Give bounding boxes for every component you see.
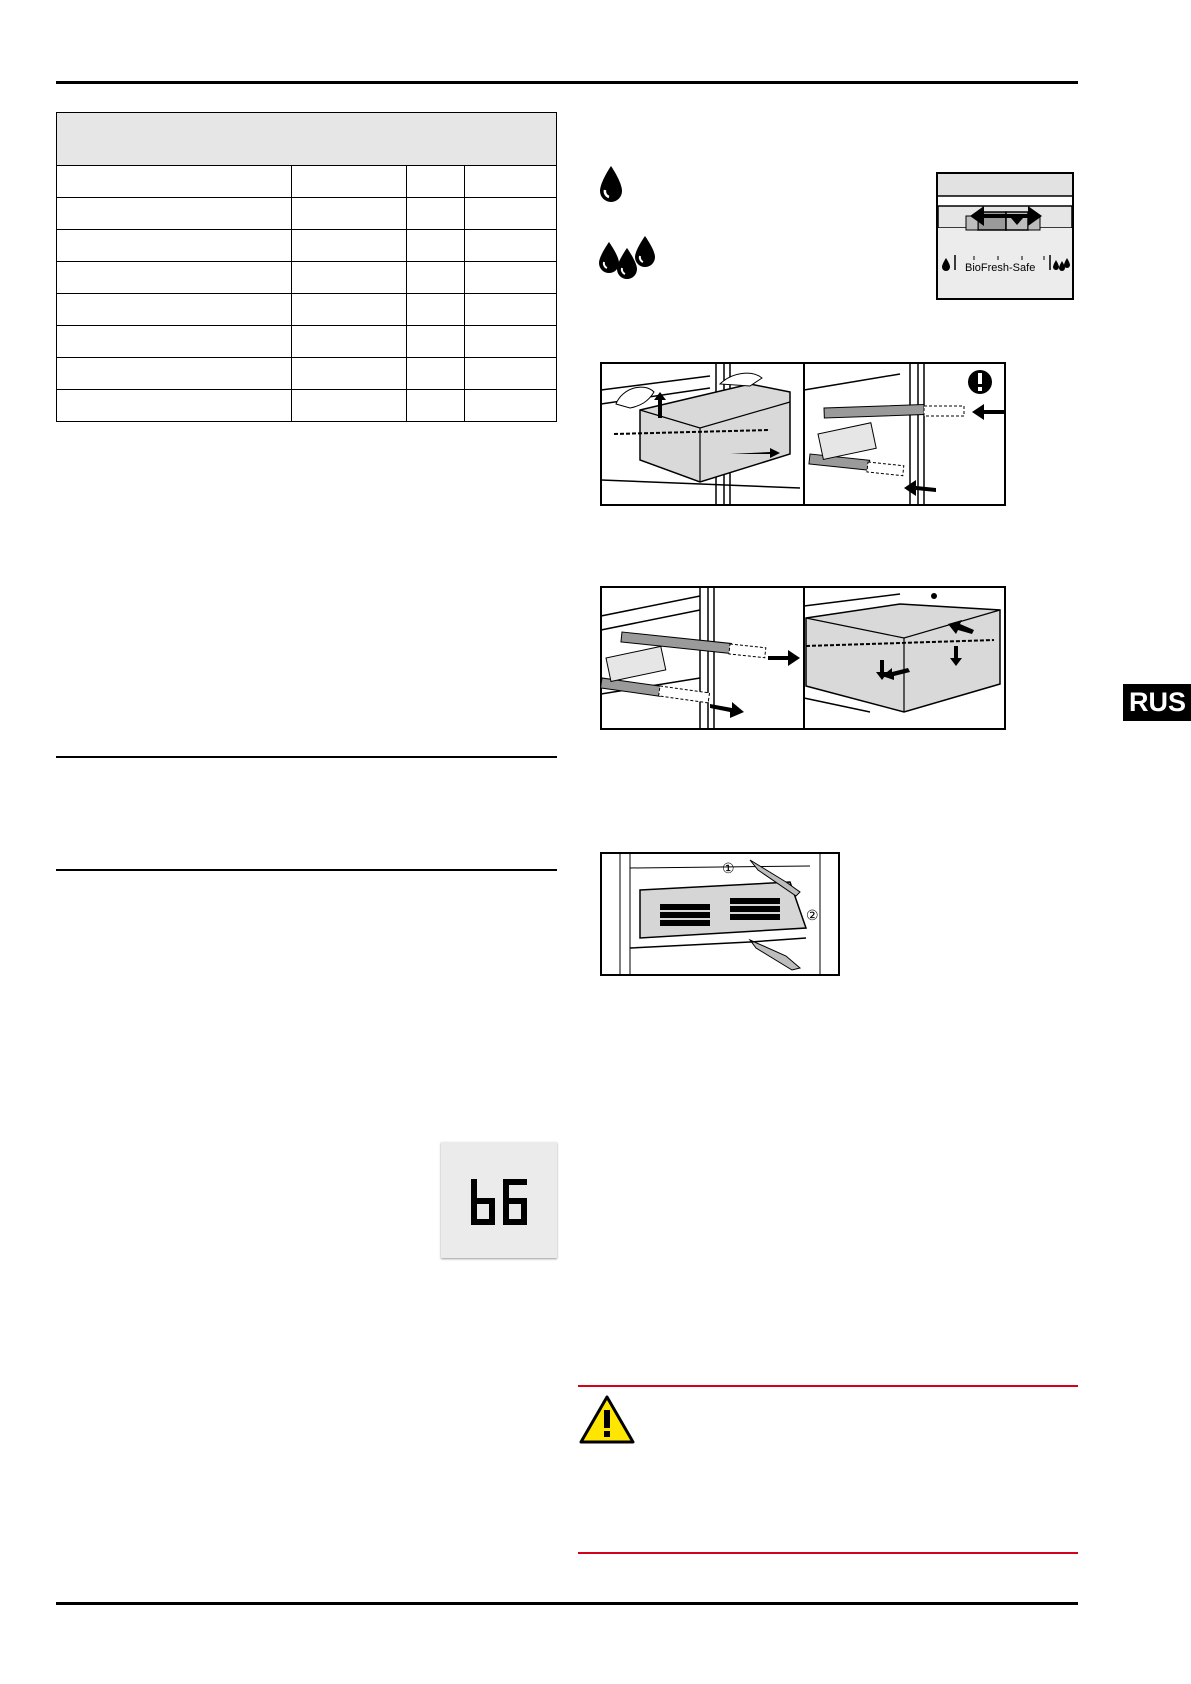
table-row — [57, 294, 557, 326]
section-rule — [56, 756, 557, 758]
drawer-installation-figure — [600, 586, 1006, 730]
table-header — [57, 113, 557, 166]
header-rule — [56, 81, 1078, 84]
display-code-b6 — [441, 1142, 557, 1258]
table-row — [57, 198, 557, 230]
callout-2: ② — [806, 907, 819, 923]
table-row — [57, 230, 557, 262]
humidity-slider-figure — [936, 172, 1074, 300]
drawer-removal-figure — [600, 362, 1006, 506]
table-header-row — [57, 113, 557, 166]
storage-table — [56, 112, 557, 422]
table-row — [57, 358, 557, 390]
footer-rule — [56, 1602, 1078, 1605]
drawer-rail-figure — [600, 852, 840, 976]
warning-bottom-rule — [578, 1552, 1078, 1554]
table-row — [57, 262, 557, 294]
section-rule — [56, 869, 557, 871]
callout-1: ① — [722, 860, 735, 876]
language-tab: RUS — [1123, 684, 1191, 721]
low-humidity-icon — [596, 164, 626, 206]
warning-top-rule — [578, 1385, 1078, 1387]
table-row — [57, 390, 557, 422]
table-row — [57, 326, 557, 358]
humidity-scale-label: BioFresh-Safe — [965, 262, 1036, 274]
table-row — [57, 166, 557, 198]
warning-triangle-icon — [578, 1394, 636, 1446]
high-humidity-icon — [596, 232, 660, 280]
display-panel — [441, 1142, 557, 1258]
